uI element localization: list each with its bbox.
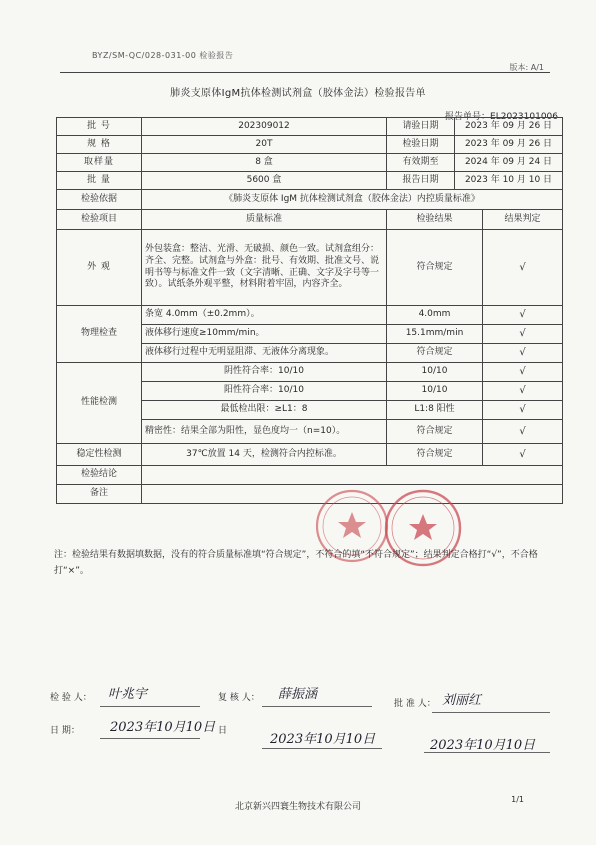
approver-signature: 刘丽红 [442, 693, 482, 708]
col-judgment-header: 结果判定 [483, 210, 563, 230]
performance-standard: 最低检出限：≥L1：8 [142, 401, 387, 420]
inspector-date-line [100, 738, 200, 739]
review-date-handwritten: 2023年10月10日 [270, 732, 376, 747]
physical-standard: 液体移行速度≥10mm/min。 [142, 325, 387, 344]
remarks-value [142, 485, 563, 504]
stability-result: 符合规定 [387, 444, 483, 466]
inspector-signature: 叶兆宇 [108, 687, 148, 702]
approver-signature-line [432, 712, 550, 713]
basis-label: 检验依据 [57, 190, 142, 210]
document-version: 版本: A/1 [509, 63, 544, 72]
page-number: 1/1 [511, 795, 524, 804]
inspection-date-handwritten: 2023年10月10日 [110, 720, 216, 735]
performance-judgment: √ [483, 382, 563, 401]
appearance-label: 外 观 [57, 230, 142, 306]
performance-result: 符合规定 [387, 420, 483, 444]
appearance-result: 符合规定 [387, 230, 483, 306]
inspection-date-value: 2023 年 09 月 26 日 [455, 136, 563, 154]
batch-size-label: 批 量 [57, 172, 142, 190]
date-suffix: 日 [218, 726, 228, 736]
performance-result: L1:8 阳性 [387, 401, 483, 420]
batch-no-label: 批 号 [57, 118, 142, 136]
date-label: 日 期： [50, 726, 80, 736]
spec-value: 20T [142, 136, 387, 154]
performance-standard: 阳性符合率：10/10 [142, 382, 387, 401]
reviewer-signature: 薛振涵 [278, 687, 318, 702]
info-row [57, 172, 563, 190]
approver-date-line [424, 752, 550, 753]
info-row [57, 118, 563, 136]
document-code: BYZ/SM-QC/028-031-00 检验报告 [92, 51, 234, 60]
appearance-row [57, 230, 563, 306]
basis-value: 《肺炎支原体 IgM 抗体检测试剂盒（胶体金法）内控质量标准》 [142, 190, 563, 210]
stability-standard: 37℃放置 14 天，检测符合内控标准。 [142, 444, 387, 466]
physical-judgment: √ [483, 344, 563, 363]
conclusion-row [57, 466, 563, 485]
conclusion-value [142, 466, 563, 485]
performance-judgment: √ [483, 401, 563, 420]
reviewer-label: 复 核 人： [218, 693, 260, 703]
appearance-judgment: √ [483, 230, 563, 306]
spec-label: 规 格 [57, 136, 142, 154]
sample-qty-label: 取样量 [57, 154, 142, 172]
col-result-header: 检验结果 [387, 210, 483, 230]
basis-row [57, 190, 563, 210]
stability-label: 稳定性检测 [57, 444, 142, 466]
company-name: 北京新兴四寰生物技术有限公司 [234, 802, 361, 812]
conclusion-label: 检验结论 [57, 466, 142, 485]
inspector-label: 检 验 人： [50, 693, 92, 703]
approval-date-handwritten: 2023年10月10日 [430, 738, 536, 753]
performance-judgment: √ [483, 420, 563, 444]
col-item-header: 检验项目 [57, 210, 142, 230]
physical-result: 符合规定 [387, 344, 483, 363]
inspection-date-label: 检验日期 [387, 136, 455, 154]
footnote: 注：检验结果有数据填数据，没有的符合质量标准填“符合规定”，不符合的填“不符合规定”；结果判定合格打“√”，不合格打“×”。 [54, 550, 538, 576]
physical-standard: 液体移行过程中无明显阻滞、无液体分离现象。 [142, 344, 387, 363]
performance-standard: 精密性：结果全部为阳性，显色度均一（n=10）。 [142, 420, 387, 444]
performance-result: 10/10 [387, 382, 483, 401]
performance-label: 性能检测 [57, 363, 142, 444]
col-standard-header: 质量标准 [142, 210, 387, 230]
appearance-standard: 外包装盒：整洁、光滑、无破损、颜色一致。试剂盒组分：齐全、完整。试剂盒与外盒：批号、有效期、批准文号、说明书等与标准文件一致（文字清晰、正确、文字及字号等一致）。试纸条外观平整，材料附着牢固，内容齐全。 [142, 230, 387, 306]
performance-row [57, 363, 563, 382]
header-divider [60, 72, 550, 73]
report-number: 报告单号：EL2023101006 [445, 112, 558, 122]
column-header-row [57, 210, 563, 230]
physical-label: 物理检查 [57, 306, 142, 363]
stability-row [57, 444, 563, 466]
inspector-signature-line [100, 706, 200, 707]
physical-row [57, 306, 563, 325]
expiry-date-value: 2024 年 09 月 24 日 [455, 154, 563, 172]
stability-judgment: √ [483, 444, 563, 466]
report-date-value: 2023 年 10 月 10 日 [455, 172, 563, 190]
expiry-date-label: 有效期至 [387, 154, 455, 172]
request-date-label: 请验日期 [387, 118, 455, 136]
batch-no-value: 202309012 [142, 118, 387, 136]
batch-size-value: 5600 盒 [142, 172, 387, 190]
reviewer-date-line [262, 748, 382, 749]
physical-result: 4.0mm [387, 306, 483, 325]
request-date-value: 2023 年 09 月 26 日 [455, 118, 563, 136]
report-title: 肺炎支原体IgM抗体检测试剂盒（胶体金法）检验报告单 [170, 88, 426, 99]
sample-qty-value: 8 盒 [142, 154, 387, 172]
performance-result: 10/10 [387, 363, 483, 382]
remarks-row [57, 485, 563, 504]
approver-label: 批 准 人： [394, 699, 436, 709]
inspection-report-table [56, 117, 563, 504]
physical-judgment: √ [483, 306, 563, 325]
info-row [57, 136, 563, 154]
physical-result: 15.1mm/min [387, 325, 483, 344]
performance-judgment: √ [483, 363, 563, 382]
report-date-label: 报告日期 [387, 172, 455, 190]
remarks-label: 备注 [57, 485, 142, 504]
physical-judgment: √ [483, 325, 563, 344]
reviewer-signature-line [262, 706, 372, 707]
performance-standard: 阴性符合率：10/10 [142, 363, 387, 382]
info-row [57, 154, 563, 172]
physical-standard: 条宽 4.0mm（±0.2mm）。 [142, 306, 387, 325]
